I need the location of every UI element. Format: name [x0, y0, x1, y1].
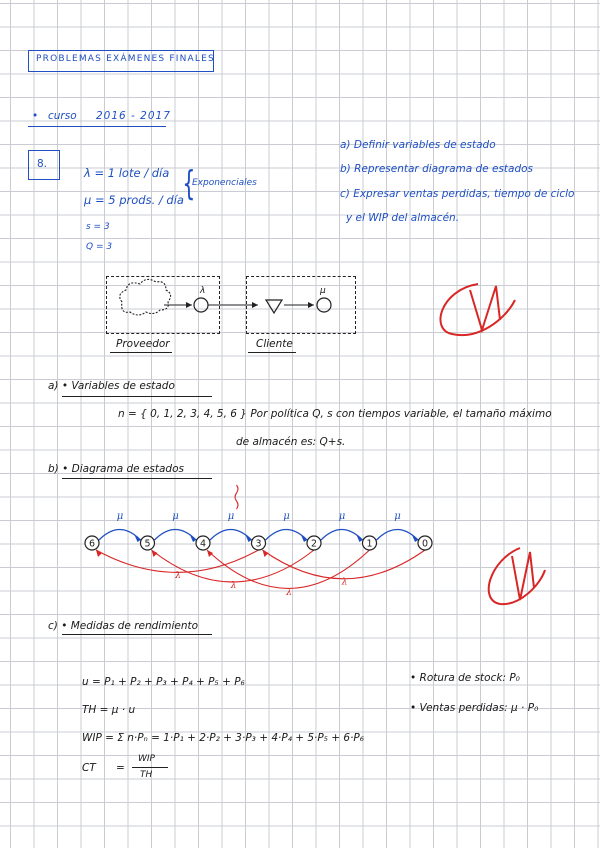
- state-label: 4: [199, 538, 207, 550]
- cycle-time-label: CT: [82, 762, 96, 774]
- lambda-arrowhead: [207, 550, 213, 557]
- cycle-time-numerator: WIP: [138, 754, 155, 764]
- mu-label: μ: [283, 511, 290, 522]
- question-c-cont: y el WIP del almacén.: [346, 212, 460, 224]
- lambda-transition-arc: [263, 550, 426, 579]
- mu-transition-arc: [377, 530, 419, 541]
- utilization-formula: u = P₁ + P₂ + P₃ + P₄ + P₅ + P₆: [82, 676, 245, 688]
- max-capacity-line: de almacén es: Q+s.: [236, 436, 346, 448]
- course-label: curso: [48, 110, 77, 122]
- section-c-heading: c) • Medidas de rendimiento: [48, 620, 199, 632]
- entry-arrow: [235, 485, 238, 509]
- course-years: 2016 - 2017: [96, 110, 171, 122]
- mu-label: μ: [338, 511, 346, 522]
- mu-rate: μ = 5 prods. / día: [84, 193, 184, 207]
- param-s: s = 3: [86, 222, 110, 232]
- lambda-label: λ: [230, 581, 237, 591]
- section-b-heading: b) • Diagrama de estados: [48, 463, 184, 475]
- state-label: 3: [255, 538, 262, 550]
- mu-transition-arc: [210, 530, 252, 541]
- header-title: PROBLEMAS EXÁMENES FINALES: [36, 54, 215, 64]
- question-a: a) Definir variables de estado: [340, 139, 496, 151]
- state-label: 0: [421, 538, 429, 550]
- mu-transition-arc: [266, 530, 308, 541]
- mu-transition-arc: [321, 530, 363, 541]
- state-label: 5: [144, 538, 151, 550]
- lambda-arrowhead: [263, 550, 269, 557]
- mu-label: μ: [116, 511, 124, 522]
- mu-label: μ: [394, 511, 401, 522]
- cycle-time-fraction-bar: [132, 767, 168, 768]
- state-label: 6: [88, 538, 96, 550]
- question-c: c) Expresar ventas perdidas, tiempo de ciclo: [340, 188, 575, 200]
- mu-label: μ: [227, 511, 235, 522]
- state-set-line: n = { 0, 1, 2, 3, 4, 5, 6 } Por política Q, s con tiempos variable, el tamaño máximo: [118, 408, 552, 420]
- lambda-rate: λ = 1 lote / día: [84, 166, 170, 180]
- problem-number: 8.: [37, 158, 48, 170]
- diagram-mu: μ: [320, 286, 326, 296]
- cycle-time-eq: =: [116, 762, 125, 774]
- state-label: 2: [310, 538, 318, 550]
- lambda-transition-arc: [96, 550, 259, 572]
- lambda-arrowhead: [152, 550, 158, 557]
- section-c-underline: [62, 634, 212, 635]
- mu-transition-arc: [99, 530, 141, 541]
- lambda-label: λ: [286, 587, 292, 598]
- supplier-label: Proveedor: [116, 338, 170, 350]
- course-bullet: •: [32, 110, 39, 122]
- state-label: 1: [366, 538, 373, 550]
- mu-transition-arc: [155, 530, 197, 541]
- client-label: Cliente: [256, 338, 293, 350]
- section-a-heading: a) • Variables de estado: [48, 380, 175, 392]
- question-b: b) Representar diagrama de estados: [340, 163, 534, 175]
- exp-brace: {: [182, 164, 196, 204]
- throughput-formula: TH = μ · u: [82, 704, 136, 716]
- lambda-label: λ: [175, 570, 181, 581]
- exponential-label: Exponenciales: [192, 178, 257, 188]
- stockout-note: • Rotura de stock: P₀: [410, 672, 520, 684]
- diagram-lambda: λ: [200, 286, 206, 296]
- cycle-time-denominator: TH: [140, 770, 153, 780]
- param-q: Q = 3: [86, 242, 113, 252]
- lost-sales-note: • Ventas perdidas: μ · P₀: [410, 702, 539, 714]
- wip-formula: WIP = Σ n·Pₙ = 1·P₁ + 2·P₂ + 3·P₃ + 4·P₄ + 5·P₅ + 6·P₆: [82, 732, 364, 744]
- mu-label: μ: [172, 511, 179, 522]
- lambda-label: λ: [341, 577, 348, 588]
